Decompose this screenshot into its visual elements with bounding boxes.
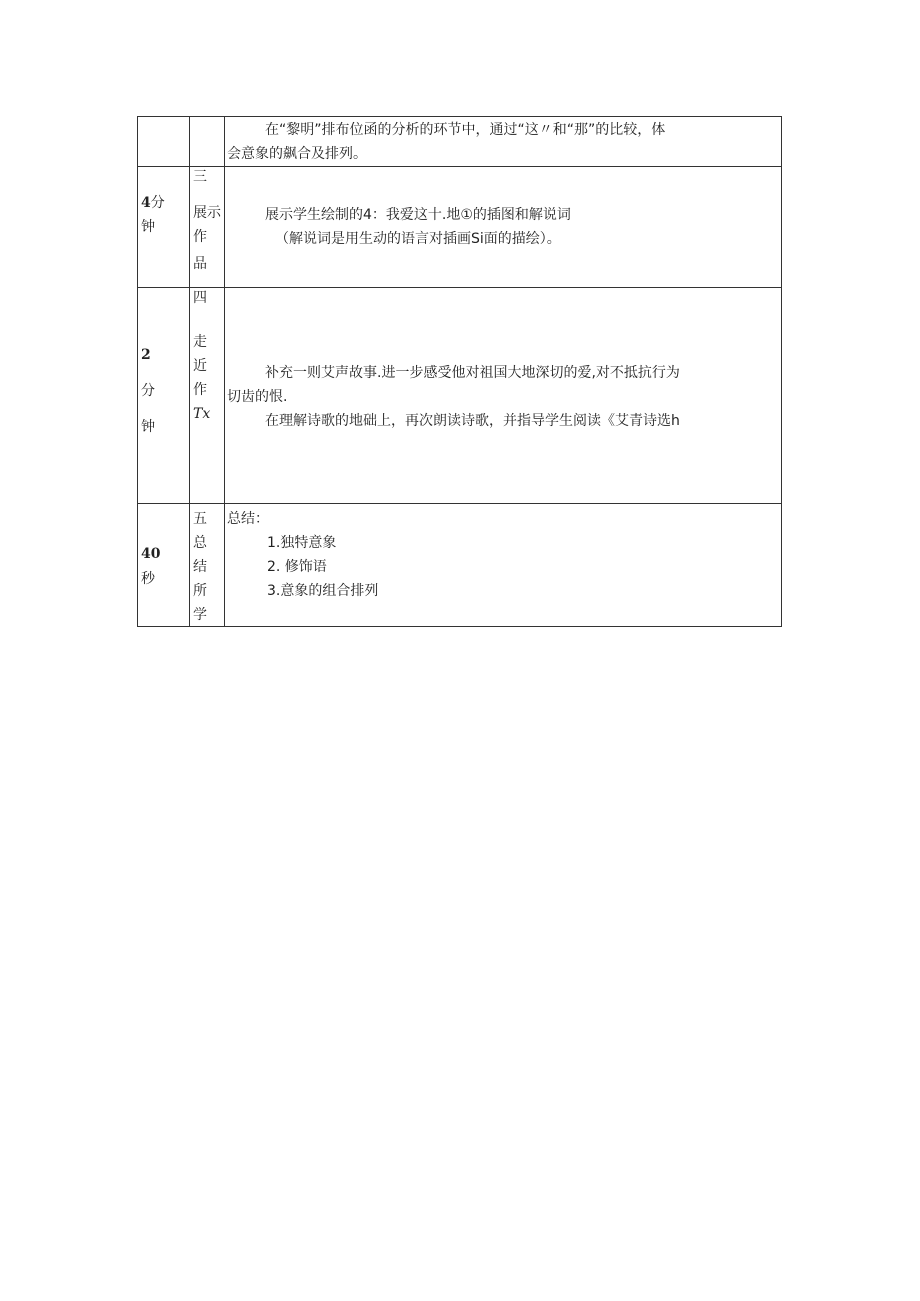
time-unit: 钟 bbox=[141, 419, 155, 435]
content-line: （解说词是用生动的语言对插画Si面的描绘）。 bbox=[275, 231, 561, 247]
step-cell bbox=[190, 288, 225, 504]
time-number: 40 bbox=[141, 546, 161, 562]
step-label: 总 bbox=[193, 535, 207, 551]
summary-title: 总结： bbox=[227, 511, 269, 527]
content-cell bbox=[225, 167, 782, 288]
step-label: 作 bbox=[193, 229, 207, 245]
summary-item: 3.意象的组合排列 bbox=[267, 583, 379, 599]
step-label: 结 bbox=[193, 559, 207, 575]
summary-item: 1.独特意象 bbox=[267, 535, 337, 551]
content-cell bbox=[225, 288, 782, 504]
content-cell bbox=[225, 117, 782, 167]
step-label: 近 bbox=[193, 358, 207, 374]
time-cell bbox=[138, 288, 190, 504]
table-row bbox=[138, 288, 782, 504]
time-unit: 分 bbox=[141, 383, 155, 399]
step-number: 三 bbox=[193, 169, 207, 185]
table-row bbox=[138, 117, 782, 167]
step-cell bbox=[190, 117, 225, 167]
table-row bbox=[138, 167, 782, 288]
step-label: 品 bbox=[193, 256, 207, 272]
time-unit: 钟 bbox=[141, 219, 155, 235]
time-cell bbox=[138, 504, 190, 627]
content-line: 会意象的飙合及排列。 bbox=[227, 146, 367, 162]
time-number: 2 bbox=[141, 347, 151, 363]
step-label: 所 bbox=[193, 583, 207, 599]
content-cell bbox=[225, 504, 782, 627]
step-label: 作 bbox=[193, 382, 207, 398]
step-label: 展示 bbox=[193, 205, 221, 221]
step-label: 走 bbox=[193, 334, 207, 350]
content-line: 在“黎明”排布位函的分析的环节中，通过“这〃和“那”的比较，体 bbox=[265, 122, 666, 138]
time-unit: 秒 bbox=[141, 571, 155, 587]
step-number: 四 bbox=[193, 290, 207, 306]
time-unit: 分 bbox=[150, 195, 165, 211]
content-line: 补充一则艾声故事.进一步感受他对祖国大地深切的爱,对不抵抗行为 bbox=[265, 365, 680, 381]
step-cell bbox=[190, 504, 225, 627]
content-line: 在理解诗歌的地础上，再次朗读诗歌，并指导学生阅读《艾青诗选h bbox=[265, 413, 680, 429]
summary-item: 2. 修饰语 bbox=[267, 559, 327, 575]
time-number: 4 bbox=[141, 195, 151, 211]
lesson-plan-table bbox=[137, 116, 782, 627]
step-cell bbox=[190, 167, 225, 288]
step-label: 学 bbox=[193, 607, 207, 623]
content-line: 切齿的恨. bbox=[227, 389, 288, 405]
step-number: 五 bbox=[193, 511, 207, 527]
time-cell bbox=[138, 117, 190, 167]
content-line: 展示学生绘制的4：我爱这十.地①的插图和解说词 bbox=[265, 207, 571, 223]
table-row bbox=[138, 504, 782, 627]
step-label: Tx bbox=[193, 406, 211, 422]
time-cell bbox=[138, 167, 190, 288]
